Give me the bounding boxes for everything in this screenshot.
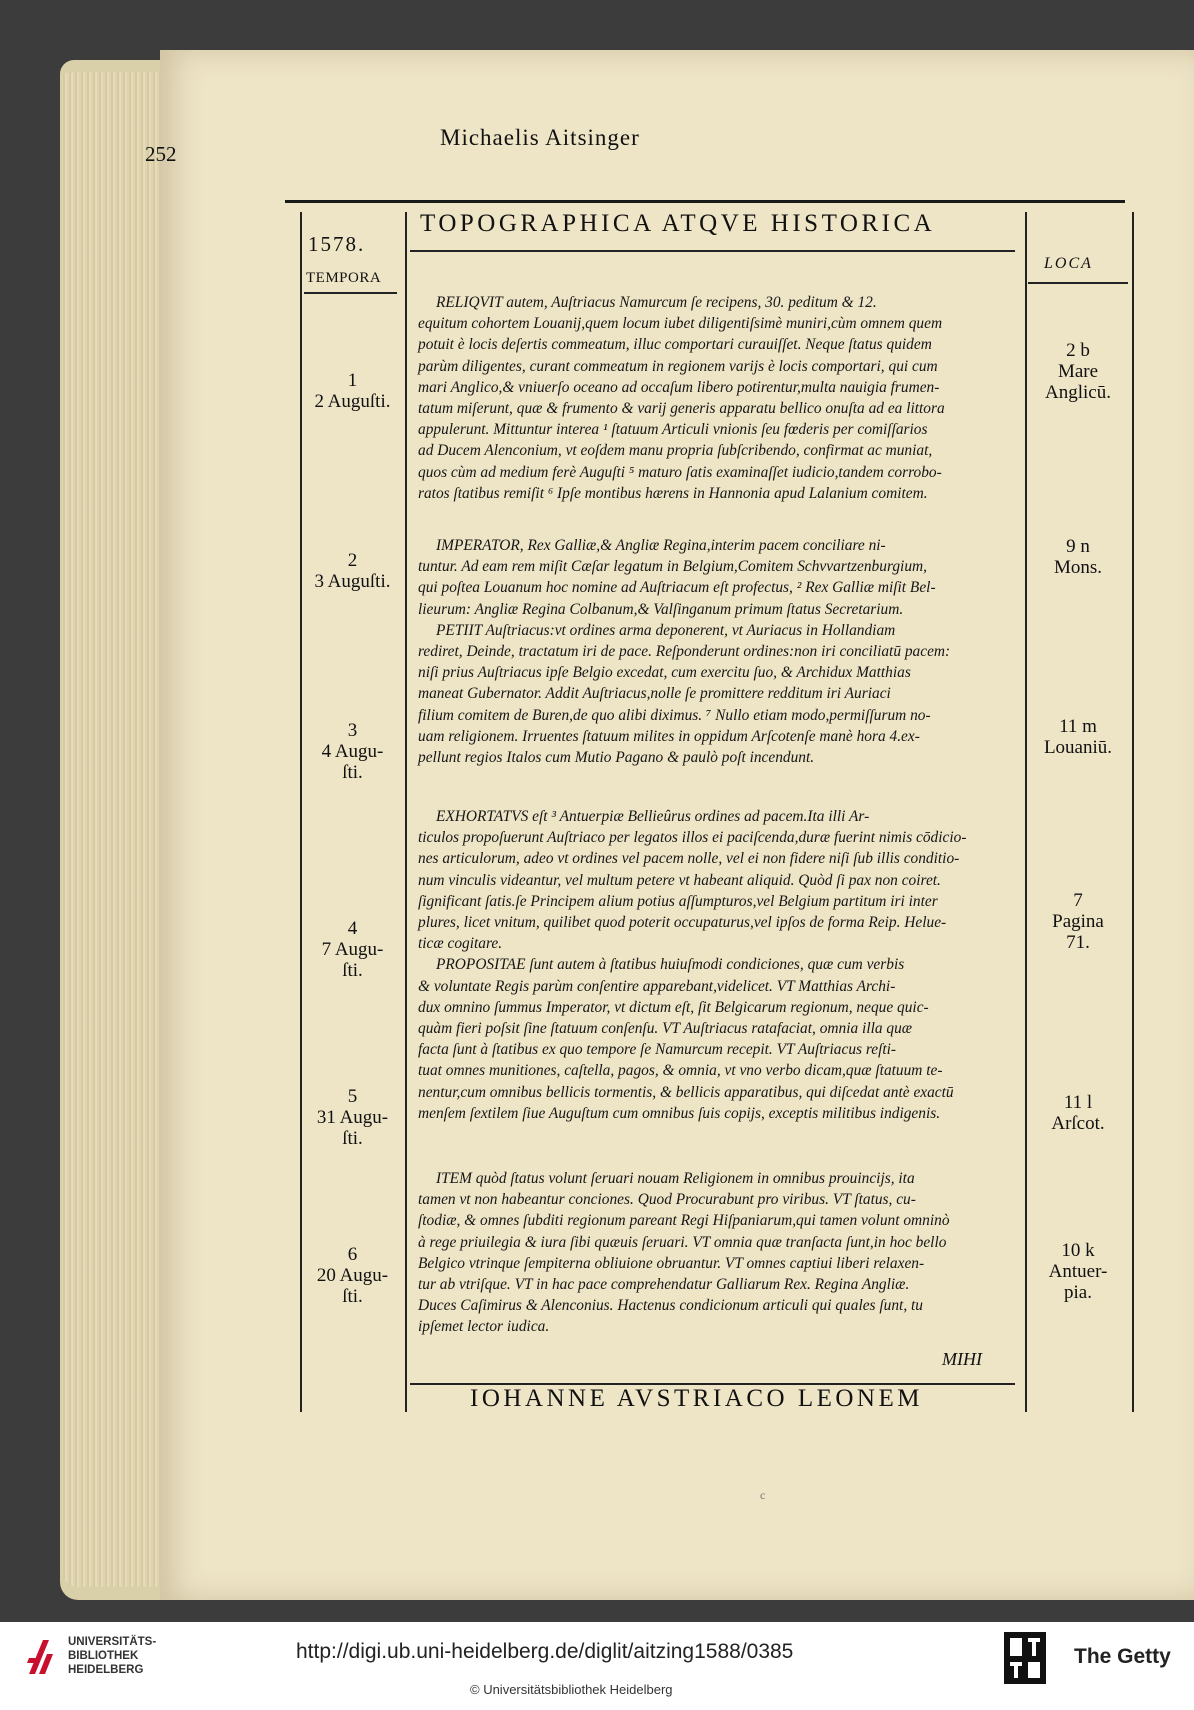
paragraph-item (418, 1168, 1018, 1338)
loca-rule (1028, 282, 1128, 284)
place-note-name: pia. (1064, 1282, 1092, 1303)
place-note-ref: 9 n (1066, 536, 1090, 557)
text-line: ipſemet lector iudica. (418, 1318, 550, 1336)
text-line: maneat Gubernator. Addit Auſtriacus,nolle ſe promittere redditum iri Auriaci (418, 685, 891, 703)
place-note-ref: 2 b (1066, 340, 1090, 361)
place-note-ref: 11 l (1063, 1092, 1093, 1113)
text-line: Duces Caſimirus & Alenconius. Hactenus condicionum articuli qui quales ſunt, tu (418, 1297, 923, 1315)
date-note (300, 550, 405, 592)
library-name-line: BIBLIOTHEK (68, 1650, 139, 1662)
text-line: Belgico vtrinque ſempiterna obliuione obruantur. VT omnes captiui liberi relaxen- (418, 1254, 925, 1272)
date-note-text: ſti. (342, 960, 363, 981)
getty-logo-icon (1004, 1632, 1046, 1684)
date-note-text: 20 Augu- (316, 1265, 389, 1286)
library-name (68, 1635, 156, 1677)
place-note-name: Antuer- (1048, 1261, 1108, 1282)
text-line: PETIIT Auſtriacus:vt ordines arma deponerent, vt Auriacus in Hollandiam (436, 621, 896, 639)
place-note-name: Arſcot. (1051, 1113, 1105, 1134)
date-note (300, 720, 405, 783)
text-line: quos cùm ad medium ferè Auguſti ⁵ maturo ſatis examinaſſet iudicio,tandem corrobo- (418, 463, 942, 481)
place-note-name: Louaniū. (1043, 737, 1113, 758)
text-line: EXHORTATVS eſt ³ Antuerpiæ Bellieûrus ordines ad pacem.Ita illi Ar- (436, 808, 870, 825)
text-line: facta ſunt à ſtatibus ex quo tempore ſe Namurcum recepit. VT Auſtriacus reſti- (418, 1041, 897, 1059)
place-note-name: Anglicū. (1045, 382, 1111, 403)
text-line: menſem ſextilem ſiue Auguſtum cum omnibus ſuis copijs, exceptis militibus indigenis. (418, 1104, 941, 1122)
page-number: 252 (145, 142, 177, 166)
text-line: nentur,cum omnibus bellicis tormentis, & bellicis apparatibus, qui diſcedat antè exactū (418, 1083, 954, 1101)
place-note-ref: 7 (1073, 890, 1083, 911)
place-note (1028, 340, 1128, 403)
place-note (1028, 536, 1128, 578)
text-line: RELIQVIT autem, Auſtriacus Namurcum ſe recipens, 30. peditum & 12. (436, 294, 877, 311)
date-note-text: ſti. (342, 1286, 363, 1307)
text-line: & voluntate Regis parùm conſentire apparebant,videlicet. VT Matthias Archi- (418, 977, 896, 995)
place-note-ref: 10 k (1061, 1240, 1095, 1261)
loca-column-divider (1025, 212, 1027, 1412)
text-line: IMPERATOR, Rex Galliæ,& Angliæ Regina,interim pacem conciliare ni- (436, 537, 886, 554)
text-line: mari Anglico,& vniuerſo oceano ad occaſum libero potirentur,multa nauigia frumen- (418, 378, 940, 396)
text-line: uam religionem. Irruentes ſtatuum milites in oppidum Arſcotenſe manè hora 4.ex- (418, 727, 920, 745)
text-line: tuntur. Ad eam rem miſit Cæſar legatum in Belgium,Comitem Schvvartzenburgium, (418, 558, 927, 576)
title-rule (410, 250, 1015, 252)
copyright-notice: © Universitätsbibliothek Heidelberg (470, 1682, 673, 1697)
place-note (1028, 1240, 1128, 1303)
text-line: ITEM quòd ſtatus volunt ſeruari nouam Religionem in omnibus prouincijs, ita (436, 1170, 915, 1187)
date-note-text: ſti. (342, 762, 363, 783)
place-note (1028, 890, 1128, 953)
running-title: Michaelis Aitsinger (440, 125, 640, 150)
text-line: tur ab vtriſque. VT in hac pace comprehendatur Galliarum Rex. Regina Angliæ. (418, 1276, 910, 1294)
text-line: ticæ cogitare. (418, 935, 503, 953)
header-rule (285, 200, 1125, 203)
text-line: niſi prius Auſtriacus ipſe Belgio excedat, cum exercitu ſuo, & Archidux Matthias (418, 664, 911, 682)
text-line: lieurum: Angliæ Regina Colbanum,& Valſinganum primum ſtatus Secretarium. (418, 600, 904, 618)
date-note (300, 1244, 405, 1307)
text-line: potuit è locis deſertis commeatum, illuc comportari curauiſſet. Neque ſtatus quidem (418, 336, 932, 354)
page-mark: c (760, 1488, 766, 1502)
date-note-text: 2 Auguſti. (314, 391, 391, 412)
place-note-ref: 11 m (1059, 716, 1097, 737)
date-note (300, 370, 405, 412)
text-line: tamen vt non habeantur conciones. Quod Procurabunt pro viribus. VT ſtatus, cu- (418, 1191, 916, 1209)
running-header (0, 125, 1194, 165)
text-line: appulerunt. Mittuntur interea ¹ ſtatuum Articuli vnionis ſeu fœderis per comiſſarios (418, 421, 928, 439)
date-note-text: 3 Auguſti. (314, 571, 391, 592)
text-line: tatum miſerunt, quæ & frumento & varij generis apparatu bellico onuſta ad ea littora (418, 400, 945, 418)
tempora-rule (304, 292, 397, 294)
section-title: TOPOGRAPHICA ATQVE HISTORICA (420, 210, 936, 237)
date-note-number: 1 (347, 370, 358, 391)
getty-name: The Getty (1074, 1645, 1171, 1668)
tempora-column-divider (405, 212, 407, 1412)
text-line: plures, licet vnitum, quilibet quod poterit occupaturus,vel ipſos de forma Reip. Helue- (418, 914, 947, 932)
text-line: ad Ducem Alenconium, vt eoſdem manu propria ſubſcribendo, confirmat ac muniat, (418, 442, 933, 460)
paragraph-exhortatus (418, 806, 1018, 1124)
text-line: dux omnino ſummus Imperator, vt dictum eſt, ſit Belgicarum regionum, neque quic- (418, 998, 929, 1016)
date-note-number: 3 (347, 720, 358, 741)
date-note-text: ſti. (342, 1128, 363, 1149)
text-line: ſignificant ſatis.ſe Principem alium potius aſſumpturos,vel Belgium partitum iri inter (418, 892, 938, 910)
text-line: tuat omnes munitiones, caſtella, pagos, & omnia, vt vno verbo dicam,quæ ſtatuum te- (418, 1062, 943, 1080)
text-line: pellunt regios Italos cum Mutio Pagano & paulò poſt incendunt. (418, 749, 815, 767)
place-note (1028, 716, 1128, 758)
paragraph-imperator (418, 535, 1018, 768)
text-line: à rege priuilegia & iura ſibi quæuis ſeruari. VT omnia quæ tranſacta ſunt,in hoc bello (418, 1233, 947, 1251)
place-note (1028, 1092, 1128, 1134)
text-line: ſtodiæ, & omnes ſubditi regionum pareant Regi Hiſpaniarum,qui tamen volunt omninò (418, 1212, 950, 1230)
text-line: parùm diligentes, curant commeatum in regionem varijs è locis comportari, qui cum (418, 357, 938, 375)
place-note-name: Mare (1057, 361, 1099, 382)
paragraph-reliquit (418, 292, 1018, 504)
text-line: rediret, Deinde, tractatum iri de pace. Reſponderunt ordines:non iri conciliatū pacem: (418, 643, 951, 661)
place-note-name: Mons. (1053, 557, 1103, 578)
year-label: 1578. (308, 232, 366, 256)
page-edges (62, 72, 172, 1587)
library-name-line: HEIDELBERG (68, 1664, 144, 1676)
library-name-line: UNIVERSITÄTS- (68, 1636, 157, 1648)
text-line: qui poſtea Louanum hoc nomine ad Auſtriacum eſt profectus, ² Rex Galliæ miſit Bel- (418, 579, 936, 597)
date-note-number: 6 (347, 1244, 358, 1265)
text-line: ratos ſtatibus remiſit ⁶ Ipſe montibus hærens in Hannonia apud Lalanium comitem. (418, 484, 928, 502)
bottom-title: IOHANNE AVSTRIACO LEONEM (470, 1385, 923, 1412)
text-line: ticulos propoſuerunt Auſtriaco per legatos illos ei paciſcenda,duræ fuerint nimis cōdicio- (418, 829, 967, 847)
date-note (300, 1086, 405, 1149)
date-note-text: 7 Augu- (321, 939, 384, 960)
catchword: MIHI (942, 1349, 982, 1369)
permalink-url[interactable]: http://digi.ub.uni-heidelberg.de/diglit/aitzing1588/0385 (296, 1640, 794, 1663)
text-line: quàm fieri poſsit ſine ſtatuum conſenſu. VT Auſtriacus ratafaciat, omnia illa quæ (418, 1020, 913, 1038)
text-line: nes articulorum, adeo vt ordines vel pacem nolle, vel ei non fidere niſi ſub illis conditio- (418, 850, 960, 868)
place-note-name: Pagina (1052, 911, 1104, 932)
date-note (300, 918, 405, 981)
university-library-logo-icon (25, 1636, 61, 1678)
date-note-text: 4 Augu- (321, 741, 384, 762)
viewer-footer (0, 1622, 1194, 1710)
loca-heading: LOCA (1044, 255, 1093, 272)
tempora-heading: TEMPORA (306, 270, 382, 286)
place-note-name: 71. (1066, 932, 1090, 953)
text-line: num vinculis videantur, vel multum petere vt habeant aliquid. Quòd ſi pax non coiret. (418, 871, 941, 889)
date-note-text: 31 Augu- (316, 1107, 389, 1128)
date-note-number: 5 (347, 1086, 358, 1107)
text-line: filium comitem de Buren,de quo alibi diximus. ⁷ Nullo etiam modo,permiſſurum no- (418, 706, 931, 724)
date-note-number: 2 (347, 550, 358, 571)
text-line: PROPOSITAE ſunt autem à ſtatibus huiuſmodi condiciones, quæ cum verbis (436, 956, 905, 974)
date-note-number: 4 (347, 918, 358, 939)
text-line: equitum cohortem Louanij,quem locum iubet diligentiſsimè muniri,cùm omnem quem (418, 315, 943, 333)
